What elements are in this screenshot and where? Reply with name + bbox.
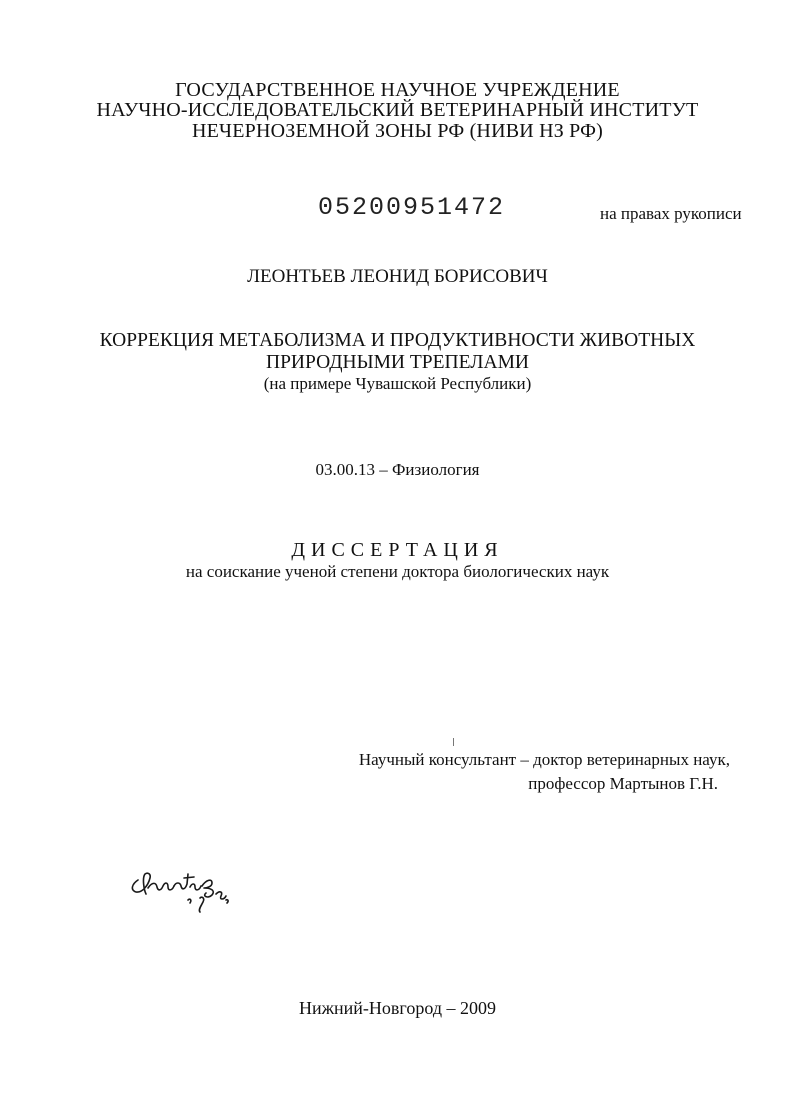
scan-mark	[453, 738, 454, 746]
degree-statement: на соискание ученой степени доктора биологических наук	[185, 562, 610, 581]
institution-line-2: НАУЧНО-ИССЛЕДОВАТЕЛЬСКИЙ ВЕТЕРИНАРНЫЙ ИНСТИТУТ	[96, 99, 699, 121]
author-name: ЛЕОНТЬЕВ ЛЕОНИД БОРИСОВИЧ	[247, 266, 548, 287]
document-type: ДИССЕРТАЦИЯ	[291, 539, 504, 561]
title-line-2: ПРИРОДНЫМИ ТРЕПЕЛАМИ	[265, 352, 530, 373]
scientific-consultant	[250, 748, 730, 796]
institution-line-1: ГОСУДАРСТВЕННОЕ НАУЧНОЕ УЧРЕЖДЕНИЕ	[175, 79, 620, 101]
specialty-code: 03.00.13 – Физиология	[315, 460, 480, 479]
serial-number: 05200951472	[318, 193, 506, 222]
title-line-1: КОРРЕКЦИЯ МЕТАБОЛИЗМА И ПРОДУКТИВНОСТИ ЖИВОТНЫХ	[99, 330, 696, 351]
place-and-year: Нижний-Новгород – 2009	[298, 998, 497, 1018]
institution-line-3: НЕЧЕРНОЗЕМНОЙ ЗОНЫ РФ (НИВИ НЗ РФ)	[192, 120, 603, 142]
title-subtitle: (на примере Чувашской Республики)	[263, 374, 532, 393]
consultant-line-1: Научный консультант – доктор ветеринарных наук,	[358, 750, 730, 769]
rights-note: на правах рукописи	[600, 204, 742, 223]
consultant-line-2: профессор Мартынов Г.Н.	[528, 774, 718, 793]
handwritten-signature	[128, 860, 238, 918]
